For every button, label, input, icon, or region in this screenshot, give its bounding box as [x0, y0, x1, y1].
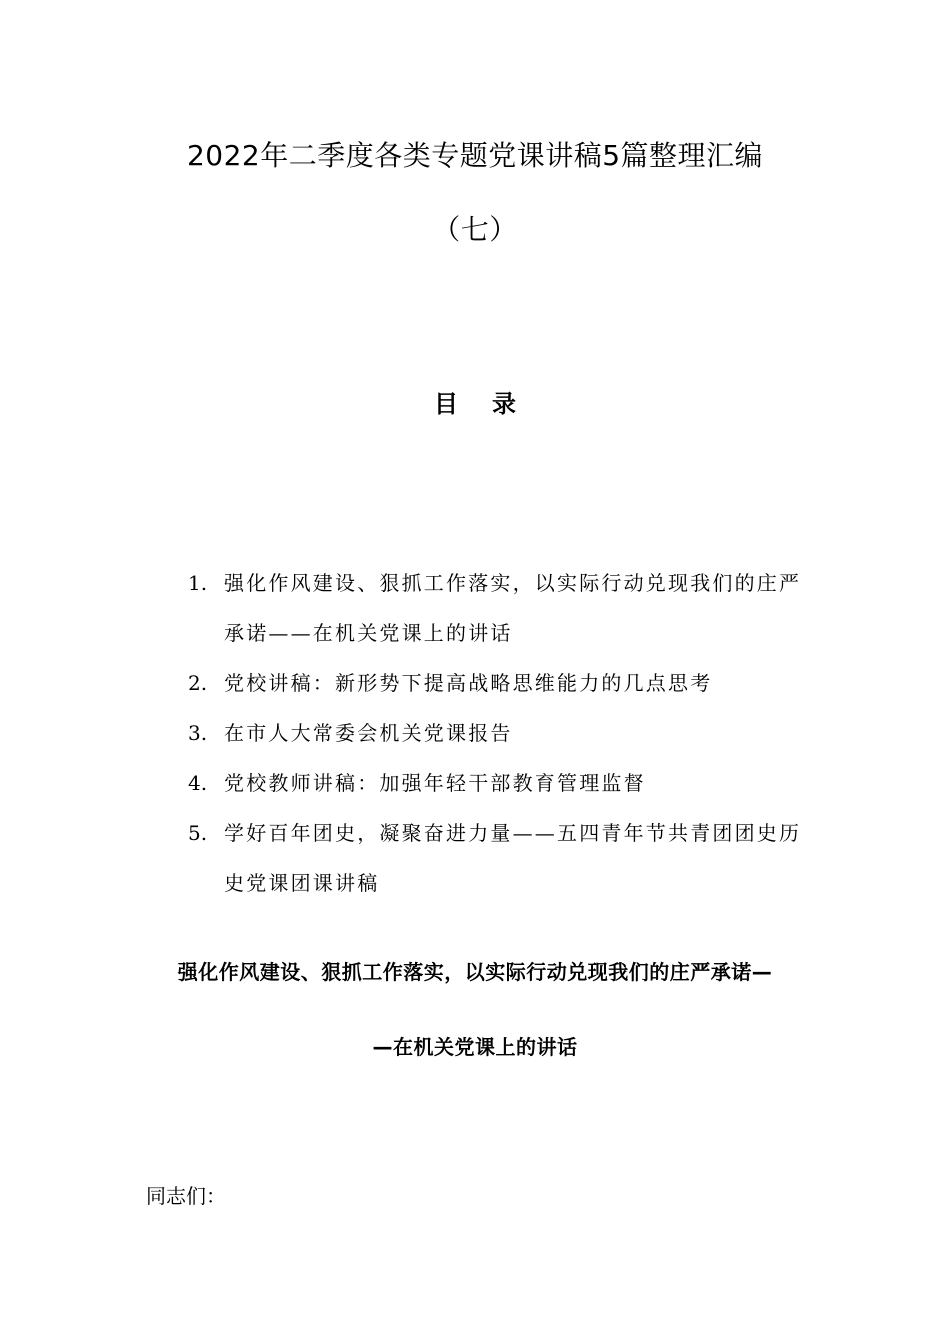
toc-item-text: 学好百年团史，凝聚奋进力量——五四青年节共青团团史历 [224, 821, 802, 845]
toc-item-number: 2. [188, 671, 208, 695]
toc-item-text: 强化作风建设、狠抓工作落实，以实际行动兑现我们的庄严 [224, 571, 802, 595]
toc-item-text: 在市人大常委会机关党课报告 [224, 721, 513, 745]
toc-item-number: 1. [188, 571, 208, 595]
document-title-volume: （七） [432, 213, 518, 246]
greeting: 同志们： [146, 1184, 226, 1208]
toc-item-number: 4. [188, 771, 208, 795]
toc-item [188, 708, 828, 758]
section-title-continued: —在机关党课上的讲话 [372, 1035, 578, 1059]
toc-item-text-continued: 承诺——在机关党课上的讲话 [224, 621, 513, 645]
toc-item [188, 658, 828, 708]
section-title: 强化作风建设、狠抓工作落实，以实际行动兑现我们的庄严承诺— [177, 960, 773, 984]
toc-item-text: 党校教师讲稿：加强年轻干部教育管理监督 [224, 771, 646, 795]
toc-heading: 目录 [434, 390, 550, 418]
toc-item-number: 3. [188, 721, 208, 745]
toc-item-text-continued: 史党课团课讲稿 [224, 871, 380, 895]
toc-item-number: 5. [188, 821, 208, 845]
toc-item-text: 党校讲稿：新形势下提高战略思维能力的几点思考 [224, 671, 713, 695]
toc-item [188, 758, 828, 808]
table-of-contents [188, 558, 828, 908]
toc-item [188, 808, 828, 908]
document-title: 2022年二季度各类专题党课讲稿5篇整理汇编 [186, 139, 764, 172]
toc-item [188, 558, 828, 658]
